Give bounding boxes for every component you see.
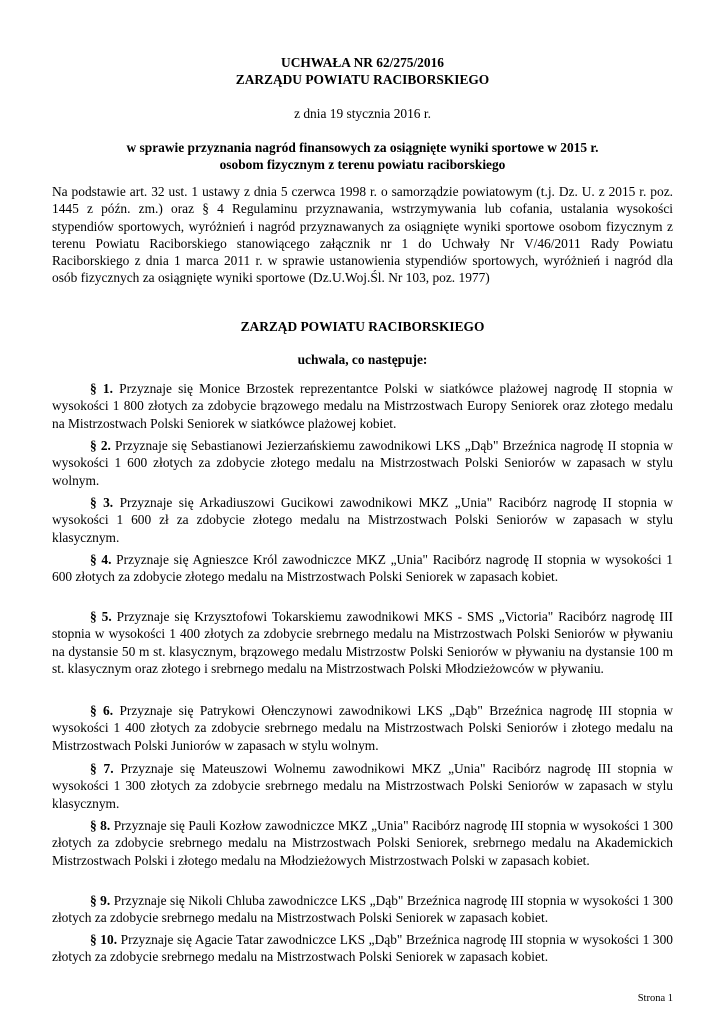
section-number: § 6. — [90, 703, 114, 718]
section-text: Przyznaje się Patrykowi Ołenczynowi zawodnikowi LKS „Dąb" Brzeźnica nagrodę III stopnia w wysokości 1 400 złotych za zdobycie srebrnego medalu na Mistrzostwach Polski Seniorów i złotego medalu na Mistrzostwach Polski Juniorów w zapasach w stylu wolnym. — [52, 703, 673, 753]
section-text: Przyznaje się Sebastianowi Jezierzańskiemu zawodnikowi LKS „Dąb" Brzeźnica nagrodę II stopnia w wysokości 1 600 złotych za zdobycie złotego medalu na Mistrzostwach Polski Seniorów w zapasach w stylu wolnym. — [52, 438, 674, 488]
section-7 — [52, 760, 673, 812]
subject-line-2: osobom fizycznym z terenu powiatu raciborskiego — [219, 157, 506, 172]
section-number: § 4. — [90, 552, 112, 567]
section-8 — [52, 817, 673, 869]
section-number: § 2. — [90, 438, 111, 453]
section-5 — [52, 608, 673, 677]
issuer-title: ZARZĄDU POWIATU RACIBORSKIEGO — [235, 72, 490, 87]
section-6 — [52, 702, 673, 754]
section-10 — [52, 931, 673, 966]
subject-line-1: w sprawie przyznania nagród finansowych za osiągnięte wyniki sportowe w 2015 r. — [126, 140, 599, 155]
section-text: Przyznaje się Arkadiuszowi Gucikowi zawodnikowi MKZ „Unia" Racibórz nagrodę II stopnia w wysokości 1 600 zł za zdobycie złotego medalu na Mistrzostwach Polski Seniorów w zapasach w stylu klasycznym. — [52, 495, 673, 545]
resolution-date: z dnia 19 stycznia 2016 r. — [294, 106, 431, 121]
section-number: § 5. — [90, 609, 112, 624]
section-1 — [52, 380, 673, 432]
section-text: Przyznaje się Krzysztofowi Tokarskiemu zawodnikowi MKS - SMS „Victoria" Racibórz nagrodę III stopnia w wysokości 1 400 złotych za zdobycie srebrnego medalu na Mistrzostwach Polski Seniorów w pływaniu na dystansie 50 m st. klasycznym, brązowego medalu Mistrzostw Polski Seniorów w pływaniu na dystansie 100 m st. klasycznym oraz złotego i srebrnego medalu na Mistrzostwach Polski Młodzieżowców w pływaniu. — [52, 609, 673, 676]
section-3 — [52, 494, 673, 546]
section-text: Przyznaje się Monice Brzostek reprezentantce Polski w siatkówce plażowej nagrodę II stopnia w wysokości 1 800 złotych za zdobycie brązowego medalu na Mistrzostwach Europy Seniorek oraz złotego medalu na Mistrzostwach Polski Seniorek w siatkówce plażowej kobiet. — [52, 381, 674, 431]
section-text: Przyznaje się Pauli Kozłow zawodniczce MKZ „Unia" Racibórz nagrodę III stopnia w wysokości 1 300 złotych za zdobycie srebrnego medalu na Mistrzostwach Polski Seniorek, srebrnego medalu na Akademickich Mistrzostwach Polski i złotego medalu na Młodzieżowych Mistrzostwach Polski w zapasach kobiet. — [52, 818, 673, 868]
section-text: Przyznaje się Agacie Tatar zawodniczce LKS „Dąb" Brzeźnica nagrodę III stopnia w wysokości 1 300 złotych za zdobycie srebrnego medalu na Mistrzostwach Polski Seniorek w zapasach kobiet. — [52, 932, 673, 965]
resolution-title: UCHWAŁA NR 62/275/2016 — [281, 55, 444, 70]
section-number: § 8. — [90, 818, 111, 833]
section-number: § 10. — [90, 932, 118, 947]
section-text: Przyznaje się Nikoli Chluba zawodniczce LKS „Dąb" Brzeźnica nagrodę III stopnia w wysokości 1 300 złotych za zdobycie srebrnego medalu na Mistrzostwach Polski Seniorek w zapasach kobiet. — [52, 893, 673, 926]
section-2 — [52, 437, 673, 489]
section-number: § 3. — [90, 495, 114, 510]
preamble: Na podstawie art. 32 ust. 1 ustawy z dnia 5 czerwca 1998 r. o samorządzie powiatowym (t.j. Dz. U. z 2015 r. poz. 1445 z późn. zm.) oraz § 4 Regulaminu przyznawania, wstrzymywania lub cofania, ustalania wysokości stypendiów sportowych, wyróżnień i nagród przyznawanych za osiągnięte wyniki sportowe osobom fizycznym z terenu Powiatu Raciborskiego stanowiącego załącznik nr 1 do Uchwały Nr V/46/2011 Rady Powiatu Raciborskiego z dnia 1 marca 2011 r. w sprawie ustanowienia stypendiów sportowych, wyróżnień i nagród dla osób fizycznych za osiągnięte wyniki sportowe (Dz.U.Woj.Śl. Nr 103, poz. 1977) — [52, 184, 673, 286]
section-text: Przyznaje się Mateuszowi Wolnemu zawodnikowi MKZ „Unia" Racibórz nagrodę III stopnia w wysokości 1 300 złotych za zdobycie srebrnego medalu na Mistrzostwach Polski Seniorów w zapasach w stylu klasycznym. — [52, 761, 673, 811]
section-text: Przyznaje się Agnieszce Król zawodniczce MKZ „Unia" Racibórz nagrodę II stopnia w wysokości 1 600 złotych za zdobycie złotego medalu na Mistrzostwach Polski Seniorek w zapasach kobiet. — [52, 552, 673, 585]
page-number: Strona 1 — [637, 993, 673, 1004]
resolves-statement: uchwala, co następuje: — [297, 352, 428, 367]
section-number: § 1. — [90, 381, 113, 396]
section-4 — [52, 551, 673, 586]
body-heading: ZARZĄD POWIATU RACIBORSKIEGO — [240, 319, 485, 334]
section-9 — [52, 892, 673, 927]
section-number: § 7. — [90, 761, 114, 776]
section-number: § 9. — [90, 893, 111, 908]
